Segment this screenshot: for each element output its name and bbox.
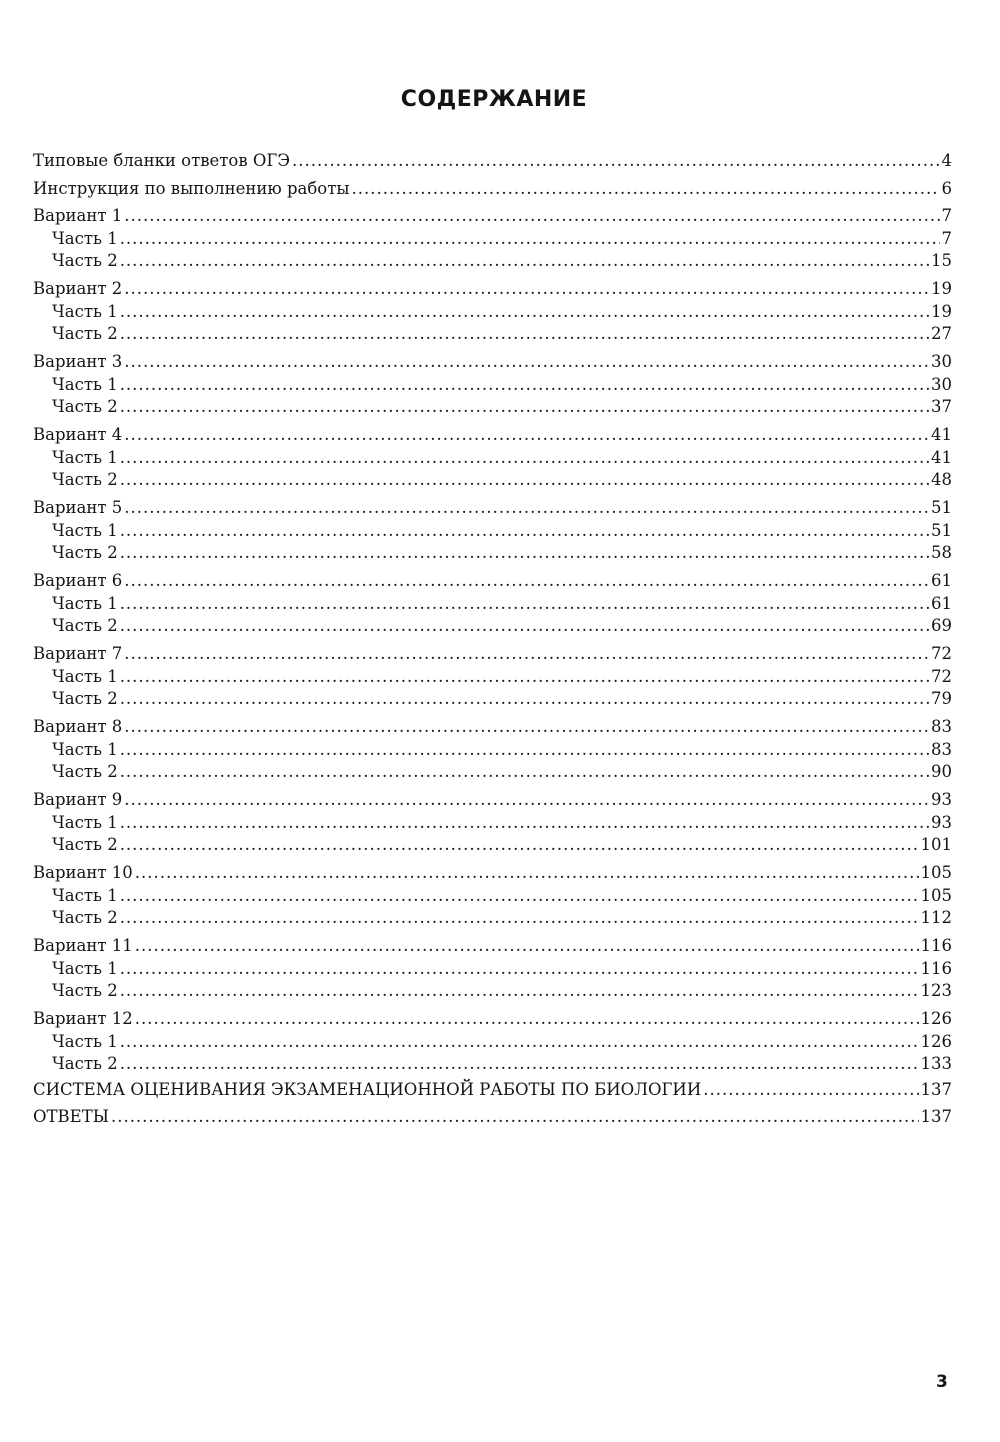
dot-leader (120, 615, 929, 637)
toc-subentry (52, 1031, 952, 1053)
dot-leader (352, 178, 940, 200)
dot-leader (135, 935, 919, 957)
toc-entry (33, 178, 952, 200)
toc-entry-page: 93 (931, 813, 952, 832)
toc-entry-label: Вариант 3 (33, 352, 123, 371)
dot-leader (120, 542, 929, 564)
toc-subentry (52, 812, 952, 834)
toc-subentry (52, 447, 952, 469)
dot-leader (292, 150, 940, 172)
toc-subentry (52, 228, 952, 250)
toc-entry (33, 1008, 952, 1030)
toc-entry-label: Вариант 10 (33, 863, 133, 882)
dot-leader (124, 497, 929, 519)
toc-entry-label: Часть 2 (52, 397, 118, 416)
dot-leader (120, 1053, 919, 1075)
dot-leader (120, 323, 929, 345)
toc-entry-page: 83 (931, 717, 952, 736)
toc-entry-page: 69 (931, 616, 952, 635)
toc-entry-label: ОТВЕТЫ (33, 1107, 109, 1126)
toc-subentry (52, 593, 952, 615)
toc-subentry (52, 885, 952, 907)
dot-leader (120, 228, 940, 250)
dot-leader (120, 666, 929, 688)
toc-entry-page: 126 (920, 1009, 952, 1028)
dot-leader (703, 1079, 918, 1101)
toc-entry-label: Часть 1 (52, 229, 118, 248)
dot-leader (124, 570, 929, 592)
dot-leader (120, 812, 929, 834)
toc-entry-page: 58 (931, 543, 952, 562)
toc-entry (33, 1079, 952, 1101)
toc-subentry (52, 907, 952, 929)
toc-entry-page: 4 (941, 151, 952, 170)
toc-entry-page: 61 (931, 571, 952, 590)
toc-subentry (52, 739, 952, 761)
toc-entry-label: Инструкция по выполнению работы (33, 179, 350, 198)
toc-entry-label: Часть 1 (52, 886, 118, 905)
toc-entry-label: Часть 1 (52, 375, 118, 394)
toc-entry-label: Вариант 4 (33, 425, 123, 444)
page-title: СОДЕРЖАНИЕ (400, 87, 588, 112)
toc-entry-page: 41 (931, 425, 952, 444)
toc-entry-page: 51 (931, 521, 952, 540)
toc-entry-page: 116 (920, 936, 952, 955)
toc-entry-label: Вариант 9 (33, 790, 123, 809)
toc-entry-label: Вариант 6 (33, 571, 123, 590)
toc-entry-label: Часть 1 (52, 959, 118, 978)
toc-entry-page: 30 (931, 352, 952, 371)
toc-entry-label: Вариант 1 (33, 206, 123, 225)
toc-subentry (52, 688, 952, 710)
toc-entry-label: Вариант 5 (33, 498, 123, 517)
dot-leader (120, 447, 929, 469)
toc-entry-page: 137 (920, 1080, 952, 1099)
dot-leader (120, 520, 929, 542)
dot-leader (111, 1106, 919, 1128)
toc-entry (33, 278, 952, 300)
toc-entry-page: 30 (931, 375, 952, 394)
toc-entry-page: 6 (941, 179, 952, 198)
toc-entry (33, 935, 952, 957)
toc-entry-label: Вариант 7 (33, 644, 123, 663)
toc-entry-page: 15 (931, 251, 952, 270)
toc-entry-label: Часть 1 (52, 521, 118, 540)
toc-entry-page: 83 (931, 740, 952, 759)
toc-entry-page: 112 (920, 908, 952, 927)
toc-subentry (52, 542, 952, 564)
toc-entry-label: Часть 1 (52, 448, 118, 467)
toc-entry-page: 79 (931, 689, 952, 708)
toc-entry-page: 101 (920, 835, 952, 854)
dot-leader (124, 205, 939, 227)
toc-entry-label: Часть 2 (52, 324, 118, 343)
toc-entry (33, 716, 952, 738)
dot-leader (120, 885, 919, 907)
toc-entry-page: 7 (941, 229, 952, 248)
toc-entry-label: Часть 1 (52, 594, 118, 613)
toc-subentry (52, 615, 952, 637)
toc-subentry (52, 301, 952, 323)
toc-entry (33, 570, 952, 592)
toc-subentry (52, 980, 952, 1002)
toc-entry-label: Часть 2 (52, 835, 118, 854)
toc-entry-page: 93 (931, 790, 952, 809)
toc-subentry (52, 1053, 952, 1075)
toc-entry-label: Часть 2 (52, 251, 118, 270)
toc-entry-label: Часть 2 (52, 543, 118, 562)
toc-entry-label: Типовые бланки ответов ОГЭ (33, 151, 290, 170)
dot-leader (124, 278, 929, 300)
dot-leader (120, 469, 929, 491)
dot-leader (120, 396, 929, 418)
dot-leader (124, 424, 929, 446)
dot-leader (120, 374, 929, 396)
toc-entry-label: Часть 1 (52, 1032, 118, 1051)
toc-entry-page: 51 (931, 498, 952, 517)
toc-entry (33, 351, 952, 373)
toc-entry-page: 72 (931, 667, 952, 686)
toc-entry (33, 862, 952, 884)
toc-entry-page: 105 (920, 886, 952, 905)
dot-leader (120, 250, 929, 272)
toc-entry-label: Часть 2 (52, 470, 118, 489)
toc-subentry (52, 374, 952, 396)
dot-leader (120, 739, 929, 761)
toc-subentry (52, 250, 952, 272)
toc-subentry (52, 761, 952, 783)
dot-leader (120, 1031, 919, 1053)
toc-entry (33, 205, 952, 227)
dot-leader (120, 834, 919, 856)
toc-entry (33, 1106, 952, 1128)
toc-entry-label: Вариант 8 (33, 717, 123, 736)
dot-leader (124, 351, 929, 373)
toc-entry-label: СИСТЕМА ОЦЕНИВАНИЯ ЭКЗАМЕНАЦИОННОЙ РАБОТЫ ПО БИОЛОГИИ (33, 1080, 702, 1099)
toc-entry-label: Часть 1 (52, 667, 118, 686)
toc-entry (33, 150, 952, 172)
toc-entry (33, 497, 952, 519)
toc-subentry (52, 666, 952, 688)
toc-subentry (52, 469, 952, 491)
page-number: 3 (936, 1372, 948, 1392)
toc-entry-label: Часть 1 (52, 740, 118, 759)
toc-subentry (52, 323, 952, 345)
dot-leader (135, 862, 919, 884)
toc-subentry (52, 396, 952, 418)
toc-entry-label: Вариант 12 (33, 1009, 133, 1028)
toc-entry-page: 137 (920, 1107, 952, 1126)
toc-entry-page: 116 (920, 959, 952, 978)
dot-leader (120, 593, 929, 615)
toc-entry-page: 19 (931, 302, 952, 321)
toc-entry-page: 27 (931, 324, 952, 343)
toc-entry-page: 48 (931, 470, 952, 489)
toc-entry-label: Часть 2 (52, 762, 118, 781)
toc-entry-label: Часть 1 (52, 813, 118, 832)
toc-entry (33, 643, 952, 665)
toc-entry-label: Вариант 11 (33, 936, 133, 955)
dot-leader (124, 643, 929, 665)
toc-entry-page: 90 (931, 762, 952, 781)
toc-entry-label: Часть 2 (52, 1054, 118, 1073)
toc-entry-page: 61 (931, 594, 952, 613)
toc-subentry (52, 520, 952, 542)
dot-leader (120, 980, 919, 1002)
toc-subentry (52, 834, 952, 856)
dot-leader (120, 761, 929, 783)
toc-entry-page: 37 (931, 397, 952, 416)
dot-leader (124, 716, 929, 738)
dot-leader (135, 1008, 919, 1030)
dot-leader (120, 958, 919, 980)
toc-entry (33, 789, 952, 811)
toc-entry-page: 126 (920, 1032, 952, 1051)
dot-leader (124, 789, 929, 811)
dot-leader (120, 688, 929, 710)
toc-entry-page: 19 (931, 279, 952, 298)
toc-entry-page: 123 (920, 981, 952, 1000)
toc-entry-label: Вариант 2 (33, 279, 123, 298)
toc-entry-label: Часть 1 (52, 302, 118, 321)
toc-subentry (52, 958, 952, 980)
toc-entry (33, 424, 952, 446)
toc-entry-label: Часть 2 (52, 689, 118, 708)
toc-entry-label: Часть 2 (52, 908, 118, 927)
dot-leader (120, 907, 919, 929)
toc-entry-page: 105 (920, 863, 952, 882)
toc-entry-page: 133 (920, 1054, 952, 1073)
toc-entry-page: 72 (931, 644, 952, 663)
toc-entry-page: 7 (941, 206, 952, 225)
toc-entry-label: Часть 2 (52, 616, 118, 635)
toc-entry-page: 41 (931, 448, 952, 467)
toc-entry-label: Часть 2 (52, 981, 118, 1000)
dot-leader (120, 301, 929, 323)
